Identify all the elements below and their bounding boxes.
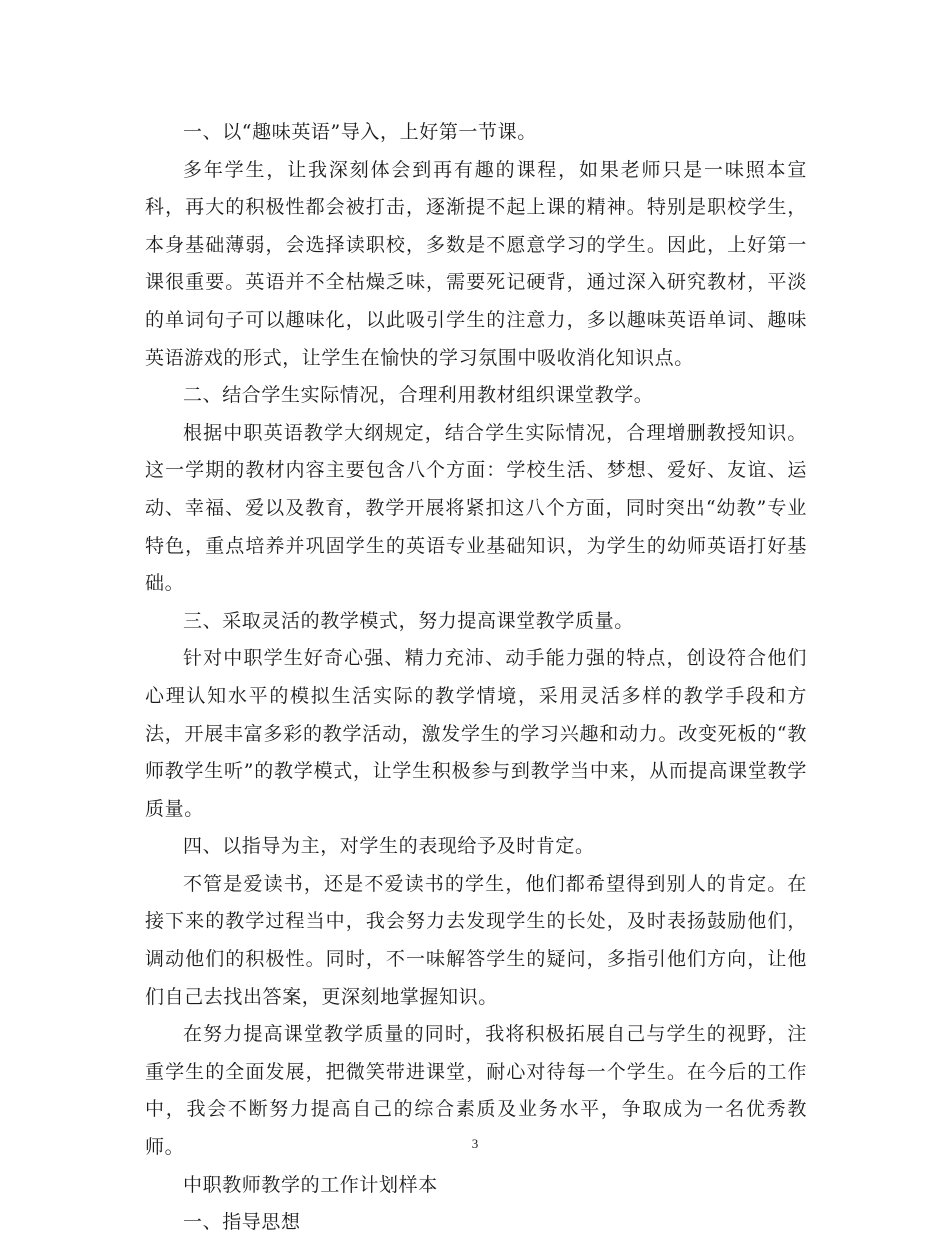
- paragraph-fun-english: 多年学生，让我深刻体会到再有趣的课程，如果老师只是一味照本宣科，再大的积极性都会被打击，逐渐提不起上课的精神。特别是职校学生，本身基础薄弱，会选择读职校，多数是不愿意学习的学生。因此，上好第一课很重要。英语并不全枯燥乏味，需要死记硬背，通过深入研究教材，平淡的单词句子可以趣味化，以此吸引学生的注意力，多以趣味英语单词、趣味英语游戏的形式，让学生在愉快的学习氛围中吸收消化知识点。: [145, 158, 807, 369]
- page-number: 3: [471, 1136, 479, 1151]
- section-heading-guiding-thought: 一、指导思想: [183, 1211, 301, 1234]
- document-subtitle: 中职教师教学的工作计划样本: [183, 1173, 438, 1196]
- paragraph-teaching-mode: 针对中职学生好奇心强、精力充沛、动手能力强的特点，创设符合他们心理认知水平的模拟生活实际的教学情境，采用灵活多样的教学手段和方法，开展丰富多彩的教学活动，激发学生的学习兴趣和动力。改变死板的“教师教学生听”的教学模式，让学生积极参与到教学当中来，从而提高课堂教学质量。: [145, 647, 807, 820]
- paragraph-guidance: 不管是爱读书，还是不爱读书的学生，他们都希望得到别人的肯定。在接下来的教学过程当中，我会努力去发现学生的长处，及时表扬鼓励他们，调动他们的积极性。同时，不一味解答学生的疑问，多指引他们方向，让他们自己去找出答案，更深刻地掌握知识。: [145, 872, 807, 1008]
- section-heading-fun-english: 一、以“趣味英语”导入，上好第一节课。: [183, 121, 537, 143]
- paragraph-conclusion: 在努力提高课堂教学质量的同时，我将积极拓展自己与学生的视野，注重学生的全面发展，把微笑带进课堂，耐心对待每一个学生。在今后的工作中，我会不断努力提高自己的综合素质及业务水平，争取成为一名优秀教师。: [145, 1023, 807, 1159]
- document-body: [145, 114, 807, 1242]
- section-heading-guidance: 四、以指导为主，对学生的表现给予及时肯定。: [183, 835, 595, 858]
- paragraph-textbook: 根据中职英语教学大纲规定，结合学生实际情况，合理增删教授知识。这一学期的教材内容主要包含八个方面：学校生活、梦想、爱好、友谊、运动、幸福、爱以及教育，教学开展将紧扣这八个方面，同时突出“幼教”专业特色，重点培养并巩固学生的英语专业基础知识，为学生的幼师英语打好基础。: [145, 421, 807, 595]
- section-heading-textbook: 二、结合学生实际情况，合理利用教材组织课堂教学。: [183, 384, 654, 407]
- section-heading-teaching-mode: 三、采取灵活的教学模式，努力提高课堂教学质量。: [183, 609, 634, 632]
